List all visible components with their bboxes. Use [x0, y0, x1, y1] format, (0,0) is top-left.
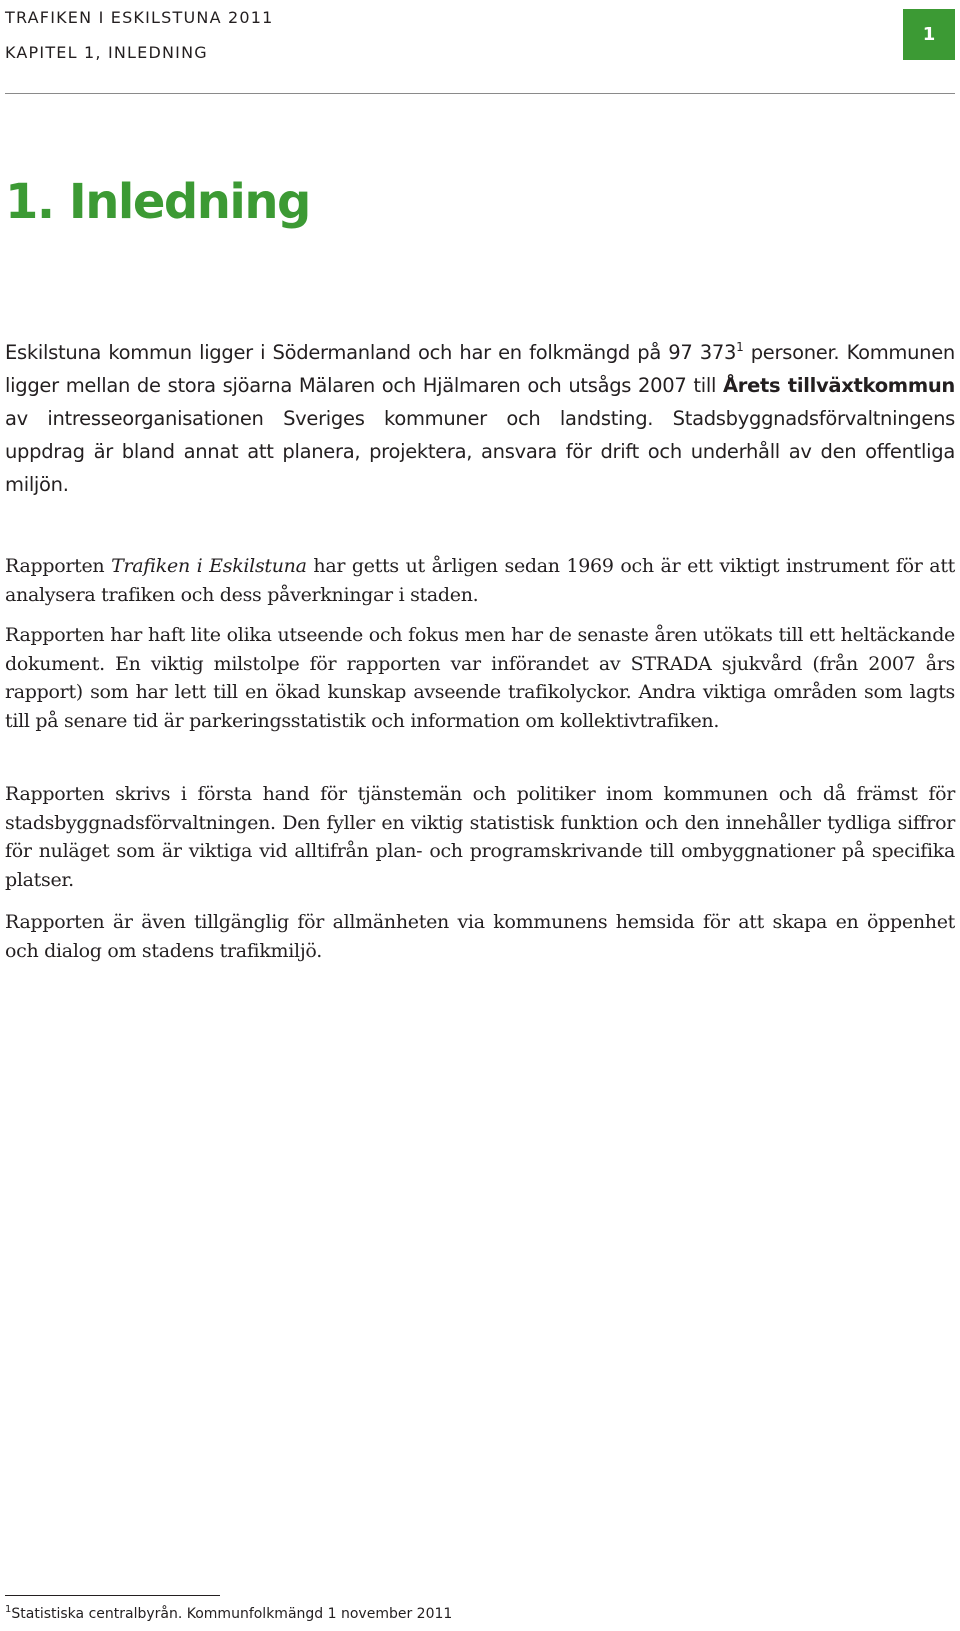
header-divider	[5, 93, 955, 94]
footnote	[5, 1606, 452, 1622]
intro-bold-award: Årets tillväxtkommun	[722, 374, 955, 397]
running-header	[5, 8, 274, 62]
intro-paragraph	[5, 336, 955, 501]
p1-text-after: har getts ut årligen sedan 1969 och är ett viktigt instrument för att analysera trafiken och dess påverkningar i staden.	[5, 555, 955, 606]
intro-text-3: av intresseorganisationen Sveriges kommuner och landsting. Stadsbyggnadsförvaltningens uppdrag är bland annat att planera, projektera, ansvara för drift och underhåll av den offentliga miljön.	[5, 407, 955, 496]
body-paragraph-2: Rapporten har haft lite olika utseende och fokus men har de senaste åren utökats till ett heltäckande dokument. En viktig milstolpe för rapporten var införandet av STRADA sjukvård (från 2007 års rapport) som har lett till en ökad kunskap avseende trafikolyckor. Andra viktiga områden som lagts till på senare tid är parkeringsstatistik och information om kollektivtrafiken.	[5, 624, 955, 732]
intro-text-1: Eskilstuna kommun ligger i Södermanland och har en folkmängd på 97 373	[5, 341, 737, 364]
chapter-title: 1. Inledning	[5, 174, 310, 230]
report-name-italic: Trafiken i Eskilstuna	[111, 555, 307, 577]
footnote-divider	[5, 1595, 220, 1596]
body-paragraph-4: Rapporten är även tillgänglig för allmänheten via kommunens hemsida för att skapa en öppenhet och dialog om stadens trafikmiljö.	[5, 911, 955, 962]
footnote-text: Statistiska centralbyrån. Kommunfolkmängd 1 november 2011	[11, 1606, 453, 1622]
intro-text-2: personer. Kommunen ligger mellan de stora sjöarna Mälaren och Hjälmaren och utsågs 2007 till	[5, 341, 955, 397]
body-paragraph-1	[5, 552, 955, 609]
page-number-badge: 1	[903, 9, 955, 60]
footnote-reference: 1	[736, 340, 744, 354]
p1-text-before: Rapporten	[5, 555, 112, 577]
body-paragraph-3: Rapporten skrivs i första hand för tjänstemän och politiker inom kommunen och då främst för stadsbyggnadsförvaltningen. Den fyller en viktig statistisk funktion och den innehåller tydliga siffror för nuläget som är viktiga vid alltifrån plan- och programskrivande till ombyggnationer på specifika platser.	[5, 783, 955, 891]
chapter-label: KAPITEL 1, INLEDNING	[5, 43, 208, 62]
report-title: TRAFIKEN I ESKILSTUNA 2011	[5, 8, 274, 27]
footnote-marker: 1	[5, 1604, 12, 1615]
